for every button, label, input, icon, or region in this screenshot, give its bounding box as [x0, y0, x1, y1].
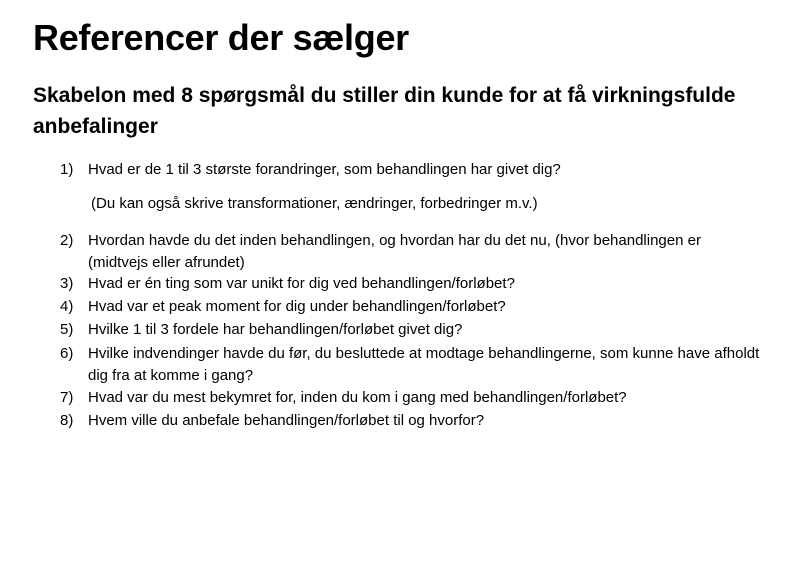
question-number: 2): [60, 232, 74, 249]
question-number: 3): [60, 275, 74, 292]
question-number: 8): [60, 412, 74, 429]
question-number: 7): [60, 389, 74, 406]
question-number: 5): [60, 321, 74, 338]
question-number: 1): [60, 161, 74, 178]
question-text: Hvordan havde du det inden behandlingen, og hvordan har du det nu, (hvor behandlingen er (midtvejs eller afrundet): [88, 232, 701, 271]
question-text: Hvad er de 1 til 3 største forandringer, som behandlingen har givet dig?: [88, 161, 561, 178]
question-text: Hvem ville du anbefale behandlingen/forløbet til og hvorfor?: [88, 412, 485, 429]
question-number: 4): [60, 298, 74, 315]
question-1-note: (Du kan også skrive transformationer, ændringer, forbedringer m.v.): [91, 195, 538, 212]
question-text: Hvad var du mest bekymret for, inden du kom i gang med behandlingen/forløbet?: [88, 389, 627, 406]
question-text: Hvilke indvendinger havde du før, du besluttede at modtage behandlingerne, som kunne have afholdt dig fra at komme i gang?: [88, 345, 760, 384]
document-subtitle: Skabelon med 8 spørgsmål du stiller din kunde for at få virkningsfulde anbefalinger: [33, 84, 736, 138]
question-number: 6): [60, 345, 74, 362]
question-text: Hvilke 1 til 3 fordele har behandlingen/forløbet givet dig?: [88, 321, 463, 338]
question-text: Hvad er én ting som var unikt for dig ved behandlingen/forløbet?: [88, 275, 515, 292]
document-title: Referencer der sælger: [33, 17, 409, 58]
question-text: Hvad var et peak moment for dig under behandlingen/forløbet?: [88, 298, 506, 315]
